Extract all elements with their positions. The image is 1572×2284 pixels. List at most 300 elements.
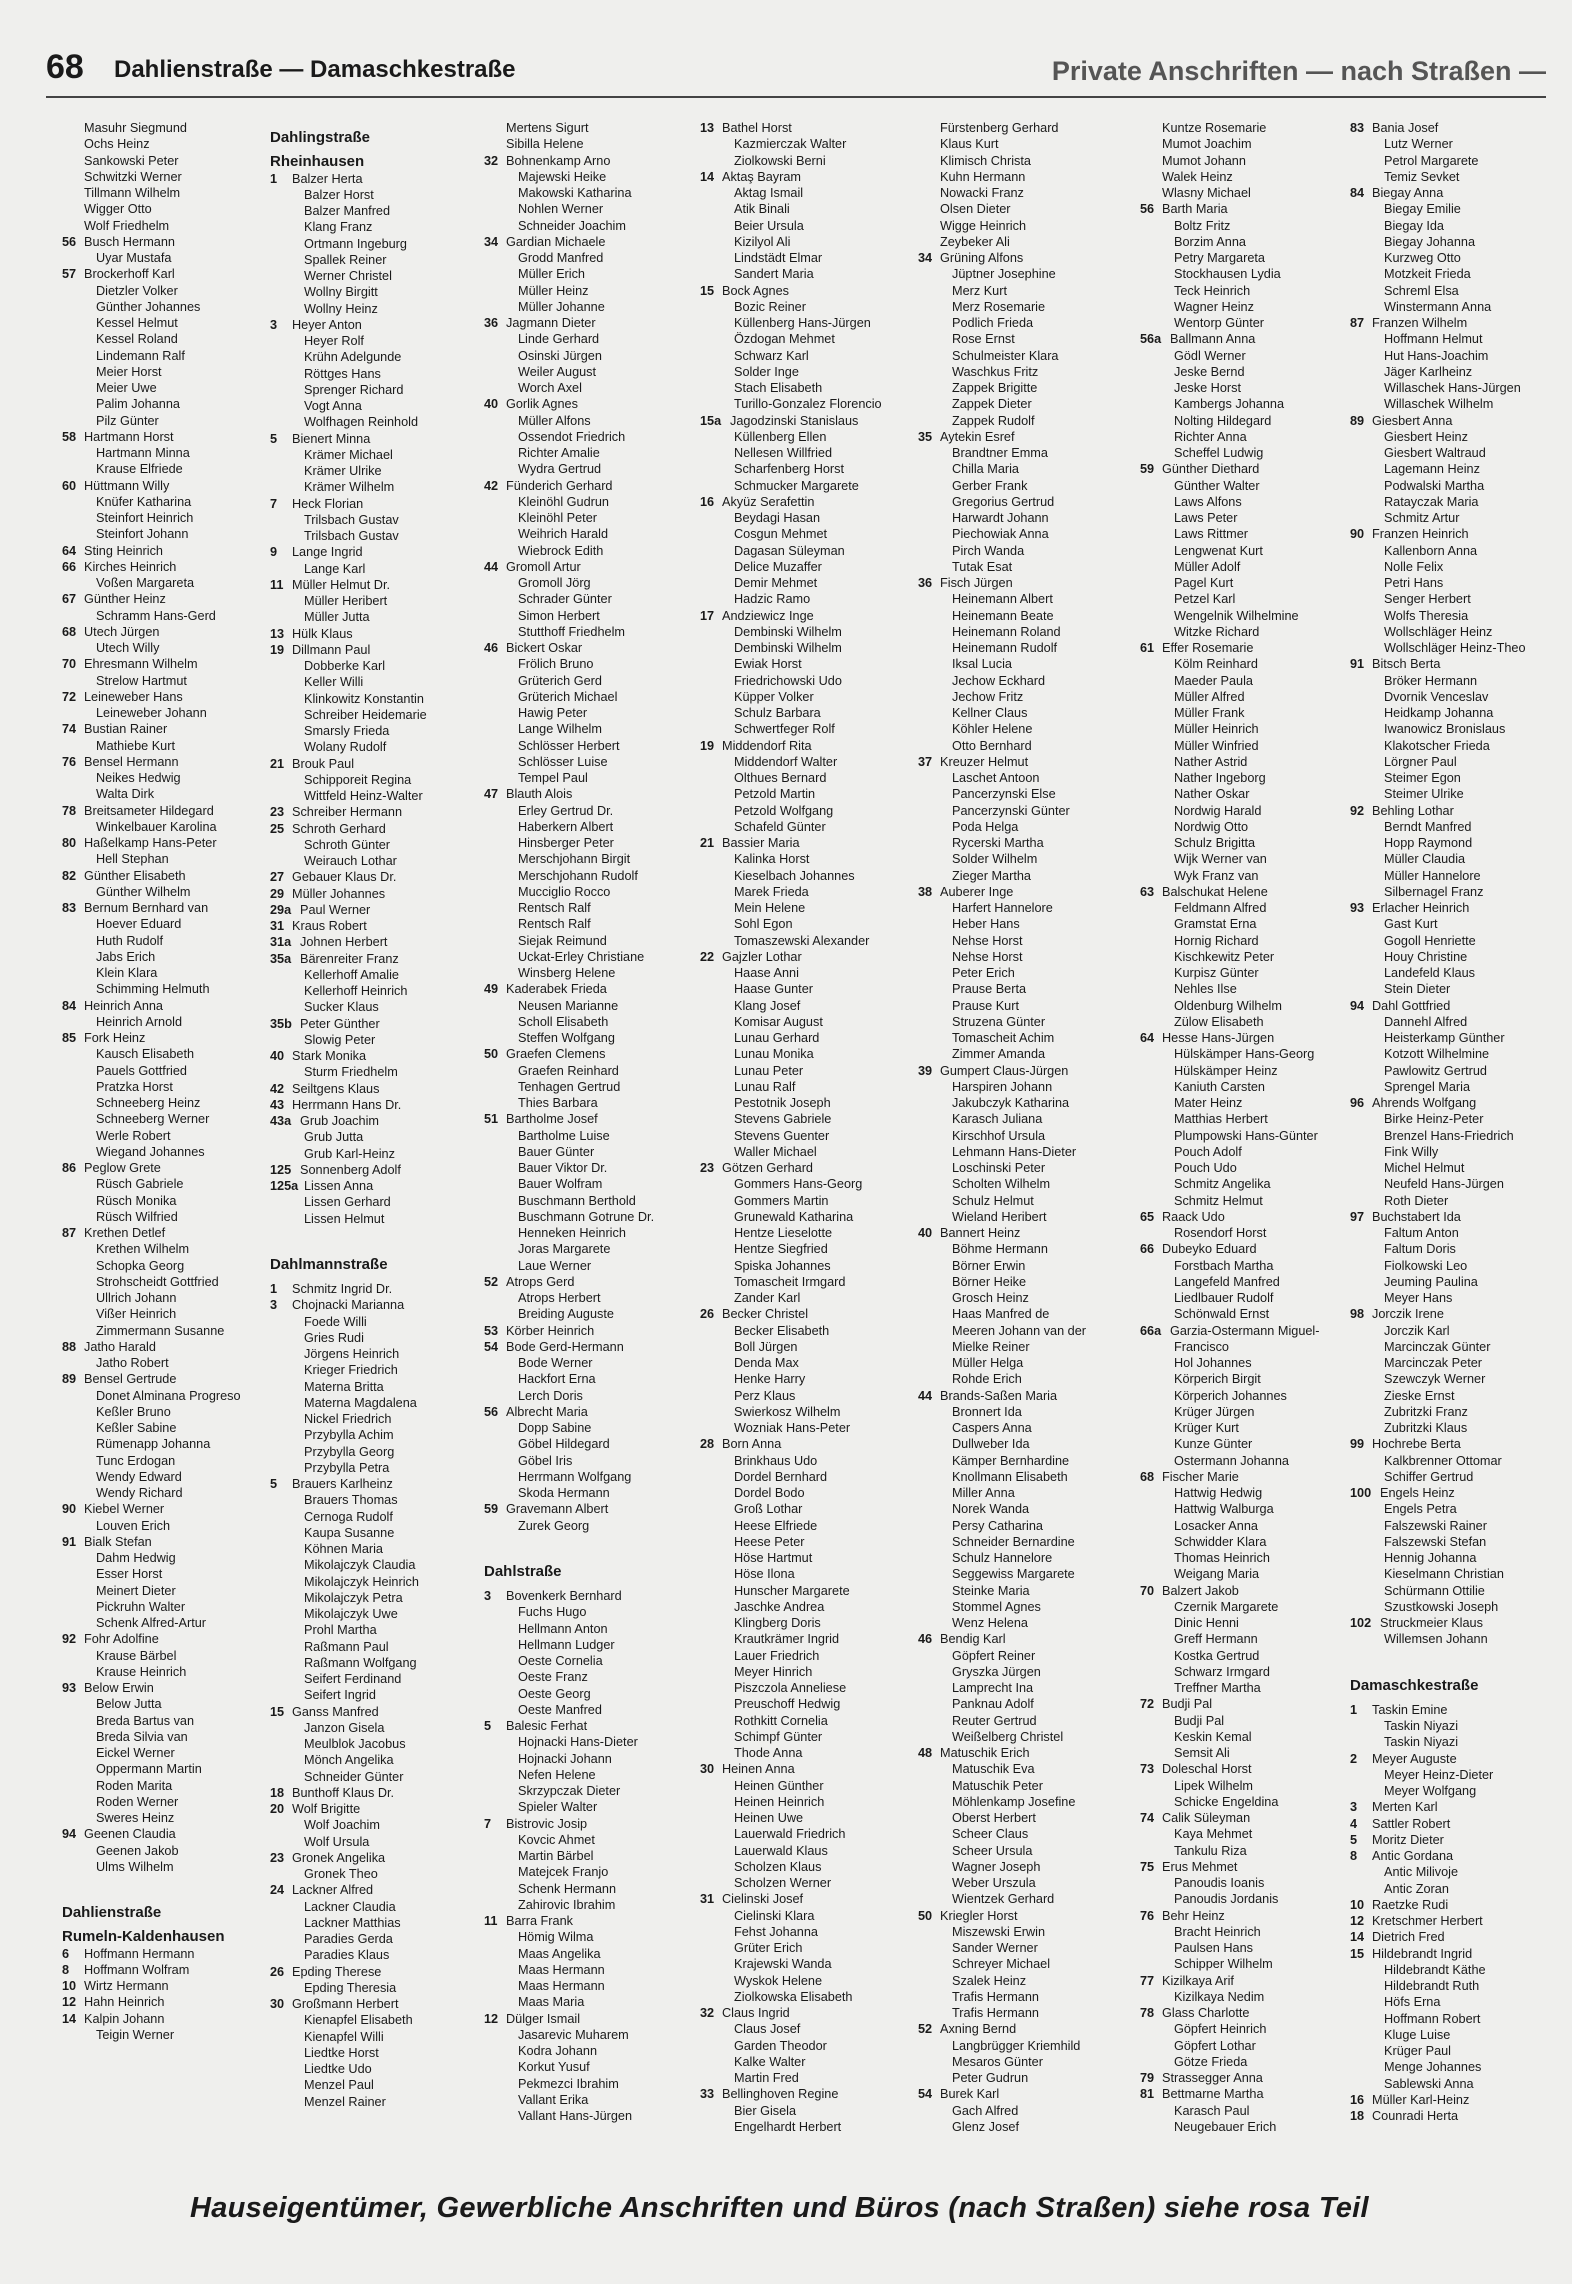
resident-name: Heinen Uwe	[734, 1811, 804, 1825]
resident-entry	[270, 268, 427, 284]
resident-entry	[918, 1648, 1086, 1664]
resident-entry	[700, 1258, 882, 1274]
resident-name: Lauer Friedrich	[734, 1648, 820, 1663]
resident-name: Witzke Richard	[1174, 624, 1260, 639]
resident-name: Heinen Heinrich	[734, 1794, 825, 1809]
resident-entry	[270, 1834, 427, 1850]
resident-name: Dillmann Paul	[292, 642, 371, 657]
resident-entry	[1140, 1388, 1319, 1404]
resident-entry	[700, 445, 882, 461]
resident-entry	[484, 1469, 654, 1485]
resident-entry	[700, 656, 882, 672]
resident-entry	[270, 431, 427, 447]
resident-entry	[62, 1453, 241, 1469]
resident-name: Reuter Gertrud	[952, 1713, 1037, 1728]
resident-entry	[270, 219, 427, 235]
resident-name: Wengelnik Wilhelmine	[1174, 608, 1299, 623]
resident-entry	[62, 136, 241, 152]
resident-name: Lipek Wilhelm	[1174, 1778, 1253, 1793]
resident-name: Heese Elfriede	[734, 1518, 818, 1533]
resident-name: Erlacher Heinrich	[1372, 901, 1470, 915]
house-number: 40	[484, 397, 499, 412]
resident-name: Spallek Reiner	[304, 252, 387, 267]
resident-name: Erus Mehmet	[1162, 1859, 1238, 1874]
resident-entry	[1140, 819, 1319, 835]
resident-name: Grub Jutta	[304, 1130, 364, 1145]
resident-name: Pauels Gottfried	[96, 1063, 187, 1078]
resident-name: Wolfs Theresia	[1384, 608, 1469, 623]
resident-entry	[1350, 1323, 1526, 1339]
resident-name: Schwitzki Werner	[84, 169, 182, 184]
resident-entry	[270, 1590, 427, 1606]
resident-name: Dubeyko Eduard	[1162, 1242, 1257, 1257]
resident-entry	[62, 884, 241, 900]
resident-name: Grodd Manfred	[518, 251, 604, 265]
resident-name: Hell Stephan	[96, 852, 169, 867]
resident-name: Semsit Ali	[1174, 1746, 1230, 1760]
district-heading: Rheinhausen	[270, 153, 365, 171]
resident-name: Weirauch Lothar	[304, 854, 397, 868]
resident-name: Thomas Heinrich	[1174, 1551, 1270, 1565]
house-number: 18	[270, 1785, 285, 1800]
resident-entry	[270, 561, 427, 577]
resident-entry	[270, 1639, 427, 1655]
house-number: 44	[484, 559, 499, 574]
resident-entry	[270, 1476, 427, 1492]
house-number: 38	[918, 884, 933, 899]
resident-name: Esser Horst	[96, 1567, 163, 1582]
resident-name: Rycerski Martha	[952, 836, 1044, 850]
resident-entry	[700, 1241, 882, 1257]
resident-entry	[1140, 1648, 1319, 1664]
resident-entry	[1350, 998, 1526, 1014]
resident-name: Ballmann Anna	[1170, 332, 1256, 347]
resident-entry	[918, 1258, 1086, 1274]
resident-name: Pekmezci Ibrahim	[518, 2076, 619, 2091]
resident-entry	[1350, 916, 1526, 932]
resident-name: Schreml Elsa	[1384, 283, 1459, 298]
resident-entry	[700, 1696, 882, 1712]
resident-name: Becker Elisabeth	[734, 1323, 830, 1338]
resident-entry	[270, 1947, 427, 1963]
resident-entry	[270, 1931, 427, 1947]
resident-name: Scholzen Werner	[734, 1876, 832, 1890]
house-number: 27	[270, 870, 285, 885]
resident-name: Haase Anni	[734, 966, 799, 980]
resident-name: Wydra Gertrud	[518, 462, 602, 477]
resident-name: Fuchs Hugo	[518, 1605, 587, 1620]
resident-name: Brands-Saßen Maria	[940, 1388, 1058, 1403]
resident-entry	[62, 1566, 241, 1582]
resident-entry	[1350, 526, 1526, 542]
resident-name: Kaupa Susanne	[304, 1525, 395, 1540]
directory-column-3	[484, 120, 654, 2124]
resident-name: Schlösser Luise	[518, 754, 608, 769]
resident-entry	[484, 1144, 654, 1160]
resident-name: Lackner Alfred	[292, 1883, 374, 1898]
resident-name: Sankowski Peter	[84, 153, 179, 168]
resident-entry	[918, 884, 1086, 900]
resident-name: Lackner Claudia	[304, 1899, 396, 1914]
house-number: 80	[62, 836, 77, 850]
resident-entry	[270, 2045, 427, 2061]
resident-name: Heyer Anton	[292, 317, 362, 332]
resident-name: Bernum Bernhard van	[84, 901, 209, 915]
resident-entry	[918, 543, 1086, 559]
house-number: 34	[918, 251, 933, 265]
resident-name: Dülger Ismail	[506, 2011, 581, 2026]
resident-entry	[1140, 1599, 1319, 1615]
resident-name: Geenen Jakob	[96, 1843, 179, 1858]
resident-entry	[700, 1209, 882, 1225]
resident-name: Francisco	[1174, 1339, 1229, 1354]
resident-name: Krause Heinrich	[96, 1664, 187, 1679]
house-number: 85	[62, 1031, 77, 1045]
resident-name: Kieselbach Johannes	[734, 868, 855, 883]
resident-entry	[62, 494, 241, 510]
resident-name: Krüger Jürgen	[1174, 1404, 1255, 1419]
house-number: 8	[62, 1962, 70, 1977]
resident-entry	[270, 951, 427, 967]
resident-name: Laws Rittmer	[1174, 527, 1249, 542]
resident-name: Breitsameter Hildegard	[84, 803, 214, 818]
resident-name: Krämer Wilhelm	[304, 480, 395, 495]
resident-name: Struckmeier Klaus	[1380, 1616, 1483, 1630]
resident-entry	[484, 1225, 654, 1241]
resident-name: Matuschik Erich	[940, 1746, 1030, 1760]
resident-entry	[1350, 1832, 1526, 1848]
resident-entry	[270, 512, 427, 528]
resident-entry	[1350, 136, 1526, 152]
house-number: 83	[62, 901, 77, 915]
resident-entry	[700, 1583, 882, 1599]
resident-entry	[700, 299, 882, 315]
house-number: 28	[700, 1437, 715, 1452]
resident-name: Giesbert Waltraud	[1384, 446, 1486, 460]
resident-entry	[1350, 1978, 1526, 1994]
house-number: 29a	[270, 902, 292, 917]
resident-entry	[270, 999, 427, 1015]
resident-name: Jechow Fritz	[952, 689, 1024, 704]
resident-entry	[1350, 1339, 1526, 1355]
resident-name: Stockhausen Lydia	[1174, 267, 1281, 282]
resident-name: Maas Hermann	[518, 1962, 605, 1977]
resident-entry	[1140, 1843, 1319, 1859]
resident-entry	[700, 835, 882, 851]
resident-name: Zieger Martha	[952, 868, 1031, 883]
resident-name: Utech Jürgen	[84, 624, 160, 639]
resident-name: Grosch Heinz	[952, 1291, 1029, 1305]
resident-entry	[918, 234, 1086, 250]
resident-entry	[1140, 1128, 1319, 1144]
resident-entry	[700, 396, 882, 412]
resident-name: Loschinski Peter	[952, 1161, 1046, 1175]
resident-entry	[270, 1097, 427, 1113]
resident-entry	[700, 201, 882, 217]
resident-entry	[918, 1696, 1086, 1712]
resident-entry	[270, 2029, 427, 2045]
resident-entry	[1140, 559, 1319, 575]
resident-entry	[270, 707, 427, 723]
resident-entry	[62, 1631, 241, 1647]
resident-name: Balesic Ferhat	[506, 1719, 588, 1733]
resident-entry	[62, 234, 241, 250]
resident-entry	[62, 1550, 241, 1566]
resident-name: Aktaş Bayram	[722, 169, 801, 184]
resident-entry	[700, 1664, 882, 1680]
resident-name: Scharfenberg Horst	[734, 462, 845, 477]
resident-entry	[1350, 1404, 1526, 1420]
resident-entry	[1350, 1881, 1526, 1897]
resident-entry	[484, 445, 654, 461]
house-number: 52	[484, 1274, 499, 1289]
resident-name: Sibilla Helene	[506, 137, 584, 152]
resident-name: Lindstädt Elmar	[734, 251, 823, 265]
resident-name: Neufeld Hans-Jürgen	[1384, 1177, 1504, 1192]
resident-entry	[700, 689, 882, 705]
resident-name: Bathel Horst	[722, 121, 792, 135]
house-number: 20	[270, 1802, 285, 1816]
resident-name: Kalpin Johann	[84, 2011, 165, 2026]
resident-entry	[484, 526, 654, 542]
resident-name: Lerch Doris	[518, 1388, 583, 1403]
resident-name: Sandert Maria	[734, 267, 814, 282]
resident-name: Majewski Heike	[518, 169, 607, 184]
resident-name: Rüsch Monika	[96, 1193, 177, 1208]
resident-entry	[918, 2038, 1086, 2054]
house-number: 6	[62, 1946, 70, 1961]
resident-entry	[1350, 1583, 1526, 1599]
resident-name: Bickert Oskar	[506, 641, 583, 655]
resident-name: Küpper Volker	[734, 689, 814, 704]
resident-name: Zülow Elisabeth	[1174, 1014, 1264, 1029]
resident-name: Krause Elfriede	[96, 462, 183, 477]
resident-entry	[484, 1030, 654, 1046]
resident-entry	[1350, 900, 1526, 916]
house-number: 21	[270, 756, 285, 771]
resident-name: Engels Petra	[1384, 1502, 1457, 1517]
resident-name: Schipper Wilhelm	[1174, 1957, 1273, 1972]
resident-name: Wagner Heinz	[1174, 299, 1254, 314]
resident-entry	[62, 1420, 241, 1436]
resident-name: Strohscheidt Gottfried	[96, 1274, 219, 1289]
resident-entry	[1140, 478, 1319, 494]
resident-name: Utech Willy	[96, 641, 160, 655]
resident-entry	[918, 868, 1086, 884]
resident-entry	[1350, 1718, 1526, 1734]
resident-entry	[700, 429, 882, 445]
resident-name: Schmitz Ingrid Dr.	[292, 1282, 393, 1296]
resident-name: Leineweber Johann	[96, 706, 207, 720]
resident-name: Grunewald Katharina	[734, 1209, 854, 1224]
resident-entry	[918, 1761, 1086, 1777]
resident-entry	[270, 1964, 427, 1980]
resident-entry	[270, 496, 427, 512]
resident-entry	[1350, 1046, 1526, 1062]
resident-name: Sattler Robert	[1372, 1816, 1451, 1831]
resident-entry	[484, 1669, 654, 1685]
resident-entry	[484, 2043, 654, 2059]
resident-name: Börner Erwin	[952, 1258, 1026, 1273]
resident-name: Buschmann Berthold	[518, 1193, 636, 1208]
resident-entry	[270, 1048, 427, 1064]
resident-entry	[62, 1696, 241, 1712]
house-number: 31a	[270, 935, 292, 950]
house-number: 9	[270, 545, 278, 560]
resident-name: Rose Ernst	[952, 332, 1015, 347]
resident-name: Iksal Lucia	[952, 657, 1012, 672]
resident-name: Zappek Rudolf	[952, 413, 1035, 428]
resident-name: Brauers Thomas	[304, 1493, 398, 1508]
resident-name: Aktag Ismail	[734, 186, 804, 200]
resident-name: Below Erwin	[84, 1681, 154, 1695]
resident-name: Schwertfeger Rolf	[734, 722, 835, 737]
resident-name: Ochs Heinz	[84, 137, 150, 152]
house-number: 67	[62, 592, 77, 607]
resident-entry	[62, 721, 241, 737]
resident-name: Lunau Gerhard	[734, 1031, 820, 1045]
resident-entry	[62, 754, 241, 770]
resident-name: Peter Erich	[952, 966, 1015, 980]
resident-name: Müller Heinrich	[1174, 722, 1259, 737]
page-title-streets: Dahlienstraße — Damaschkestraße	[114, 56, 516, 83]
resident-name: Bronnert Ida	[952, 1404, 1022, 1419]
resident-entry	[62, 380, 241, 396]
resident-entry	[1350, 169, 1526, 185]
house-number: 89	[62, 1372, 77, 1387]
house-number: 30	[700, 1762, 715, 1777]
resident-entry	[484, 1518, 654, 1534]
house-number: 3	[484, 1589, 492, 1603]
resident-name: Jatho Harald	[84, 1339, 156, 1354]
resident-entry	[918, 153, 1086, 169]
resident-entry	[1350, 266, 1526, 282]
resident-name: Dembinski Wilhelm	[734, 641, 842, 655]
resident-name: Dordel Bodo	[734, 1486, 805, 1500]
resident-entry	[62, 1501, 241, 1517]
resident-name: Spieler Walter	[518, 1800, 598, 1815]
resident-name: Lange Ingrid	[292, 545, 363, 560]
resident-name: Liedlbauer Rudolf	[1174, 1291, 1274, 1305]
house-number: 70	[62, 657, 77, 672]
resident-entry	[62, 868, 241, 884]
house-number: 57	[62, 267, 77, 282]
resident-name: Mertens Sigurt	[506, 121, 589, 135]
resident-name: Budji Pal	[1162, 1697, 1213, 1712]
resident-entry	[270, 1736, 427, 1752]
resident-entry	[62, 705, 241, 721]
resident-entry	[700, 2119, 882, 2135]
resident-entry	[918, 2021, 1086, 2037]
resident-entry	[62, 185, 241, 201]
resident-entry	[1350, 413, 1526, 429]
resident-name: Senger Herbert	[1384, 592, 1471, 607]
resident-name: Temiz Sevket	[1384, 169, 1460, 184]
resident-entry	[1140, 169, 1319, 185]
resident-entry	[270, 1016, 427, 1032]
resident-entry	[1140, 640, 1319, 656]
house-number: 49	[484, 982, 499, 997]
resident-name: Kaniuth Carsten	[1174, 1079, 1265, 1094]
house-number: 18	[1350, 2109, 1365, 2123]
resident-entry	[1350, 331, 1526, 347]
resident-entry	[700, 1274, 882, 1290]
resident-name: Uyar Mustafa	[96, 251, 172, 265]
resident-entry	[918, 445, 1086, 461]
resident-entry	[270, 1178, 427, 1194]
resident-entry	[1140, 673, 1319, 689]
resident-name: Schulz Helmut	[952, 1193, 1034, 1208]
resident-entry	[270, 1574, 427, 1590]
resident-name: Stark Monika	[292, 1049, 367, 1063]
resident-entry	[700, 2038, 882, 2054]
resident-entry	[270, 756, 427, 772]
resident-entry	[1140, 1079, 1319, 1095]
resident-entry	[62, 803, 241, 819]
resident-entry	[1350, 851, 1526, 867]
resident-name: Przybylla Georg	[304, 1444, 395, 1459]
resident-entry	[484, 721, 654, 737]
resident-name: Balzer Herta	[292, 171, 363, 186]
resident-entry	[700, 413, 882, 429]
resident-entry	[62, 559, 241, 575]
resident-entry	[918, 1079, 1086, 1095]
resident-entry	[62, 1306, 241, 1322]
resident-entry	[918, 1420, 1086, 1436]
resident-entry	[918, 2054, 1086, 2070]
resident-name: Mein Helene	[734, 901, 806, 915]
resident-name: Below Jutta	[96, 1697, 162, 1712]
resident-name: Cernoga Rudolf	[304, 1509, 393, 1524]
resident-name: Müller Jutta	[304, 610, 370, 625]
resident-entry	[1140, 1063, 1319, 1079]
resident-entry	[62, 1962, 241, 1978]
house-number: 76	[62, 754, 77, 769]
resident-name: Seiltgens Klaus	[292, 1081, 380, 1096]
resident-name: Hartmann Minna	[96, 446, 190, 460]
resident-entry	[700, 786, 882, 802]
resident-name: Knüfer Katharina	[96, 494, 192, 509]
resident-entry	[700, 624, 882, 640]
resident-name: Meulblok Jacobus	[304, 1737, 406, 1751]
resident-entry	[1140, 234, 1319, 250]
resident-entry	[1140, 981, 1319, 997]
resident-entry	[62, 1193, 241, 1209]
resident-entry	[1140, 1696, 1319, 1712]
resident-name: Grüterich Michael	[518, 689, 618, 704]
house-number: 84	[1350, 186, 1365, 200]
house-number: 46	[484, 641, 499, 655]
resident-entry	[484, 575, 654, 591]
resident-name: Neugebauer Erich	[1174, 2119, 1277, 2134]
resident-name: Börner Heike	[952, 1274, 1027, 1289]
resident-entry	[700, 851, 882, 867]
resident-name: Hellmann Ludger	[518, 1637, 615, 1652]
resident-entry	[918, 1225, 1086, 1241]
resident-name: Ziolkowski Berni	[734, 153, 826, 168]
resident-entry	[1140, 1745, 1319, 1761]
resident-entry	[1350, 1144, 1526, 1160]
resident-name: Behr Heinz	[1162, 1908, 1225, 1923]
resident-name: Heinemann Rudolf	[952, 641, 1058, 655]
resident-name: Lörgner Paul	[1384, 754, 1457, 769]
resident-entry	[270, 1129, 427, 1145]
house-number: 74	[1140, 1811, 1155, 1825]
resident-entry	[484, 1193, 654, 1209]
resident-name: Pancerzynski Else	[952, 787, 1056, 802]
resident-name: Brauers Karlheinz	[292, 1477, 393, 1491]
resident-entry	[1140, 1940, 1319, 1956]
